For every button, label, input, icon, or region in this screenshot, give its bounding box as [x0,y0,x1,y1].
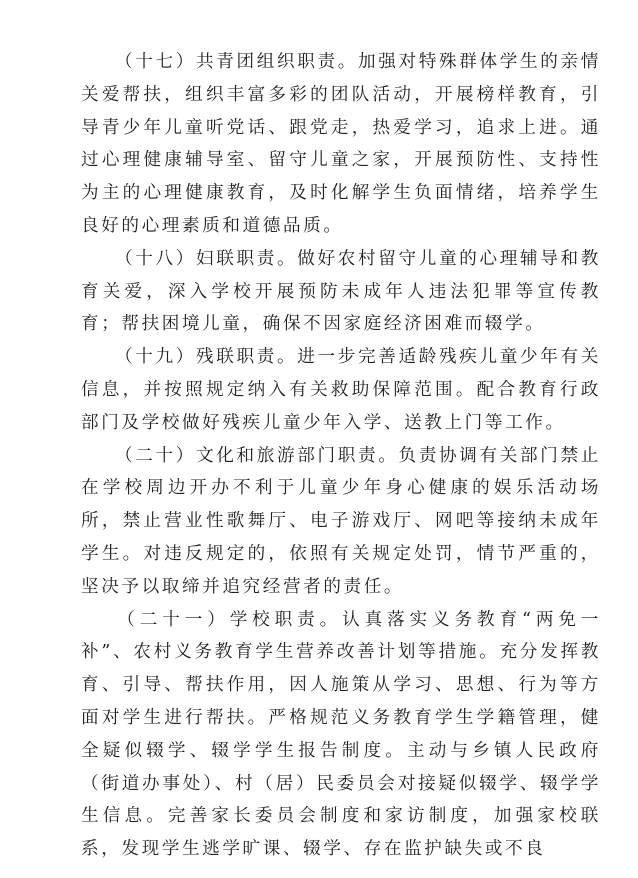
paragraph-text: （十八）妇联职责。做好农村留守儿童的心理辅导和教育关爱，深入学校开展预防未成年人违法犯罪等宣传教育；帮扶困境儿童，确保不因家庭经济困难而辍学。 [81,248,601,335]
paragraph-disabled-federation [81,341,601,439]
document-body [81,46,601,866]
paragraph-youth-league [81,46,601,243]
paragraph-text: （十七）共青团组织职责。加强对特殊群体学生的亲情关爱帮扶，组织丰富多彩的团队活动，开展榜样教育，引导青少年儿童听党话、跟党走，热爱学习，追求上进。通过心理健康辅导室、留守儿童之家，开展预防性、支持性为主的心理健康教育，及时化解学生负面情绪，培养学生良好的心理素质和道德品质。 [81,52,601,236]
paragraph-text: （十九）残联职责。进一步完善适龄残疾儿童少年有关信息，并按照规定纳入有关救助保障范围。配合教育行政部门及学校做好残疾儿童少年入学、送教上门等工作。 [81,347,601,433]
paragraph-culture-tourism [81,440,601,604]
paragraph-womens-federation [81,243,601,341]
paragraph-school [81,604,601,866]
paragraph-text: （二十）文化和旅游部门职责。负责协调有关部门禁止在学校周边开办不利于儿童少年身心健康的娱乐活动场所，禁止营业性歌舞厅、电子游戏厅、网吧等接纳未成年学生。对违反规定的，依照有关规定处罚，情节严重的，坚决予以取缔并追究经营者的责任。 [81,445,601,597]
paragraph-text: （二十一）学校职责。认真落实义务教育“两免一补”、农村义务教育学生营养改善计划等措施。充分发挥教育、引导、帮扶作用，因人施策从学习、思想、行为等方面对学生进行帮扶。严格规范义务教育学生学籍管理，健全疑似辍学、辍学学生报告制度。主动与乡镇人民政府（街道办事处）、村（居）民委员会对接疑似辍学、辍学学生信息。完善家长委员会制度和家访制度，加强家校联系，发现学生逃学旷课、辍学、存在监护缺失或不良 [81,609,601,860]
